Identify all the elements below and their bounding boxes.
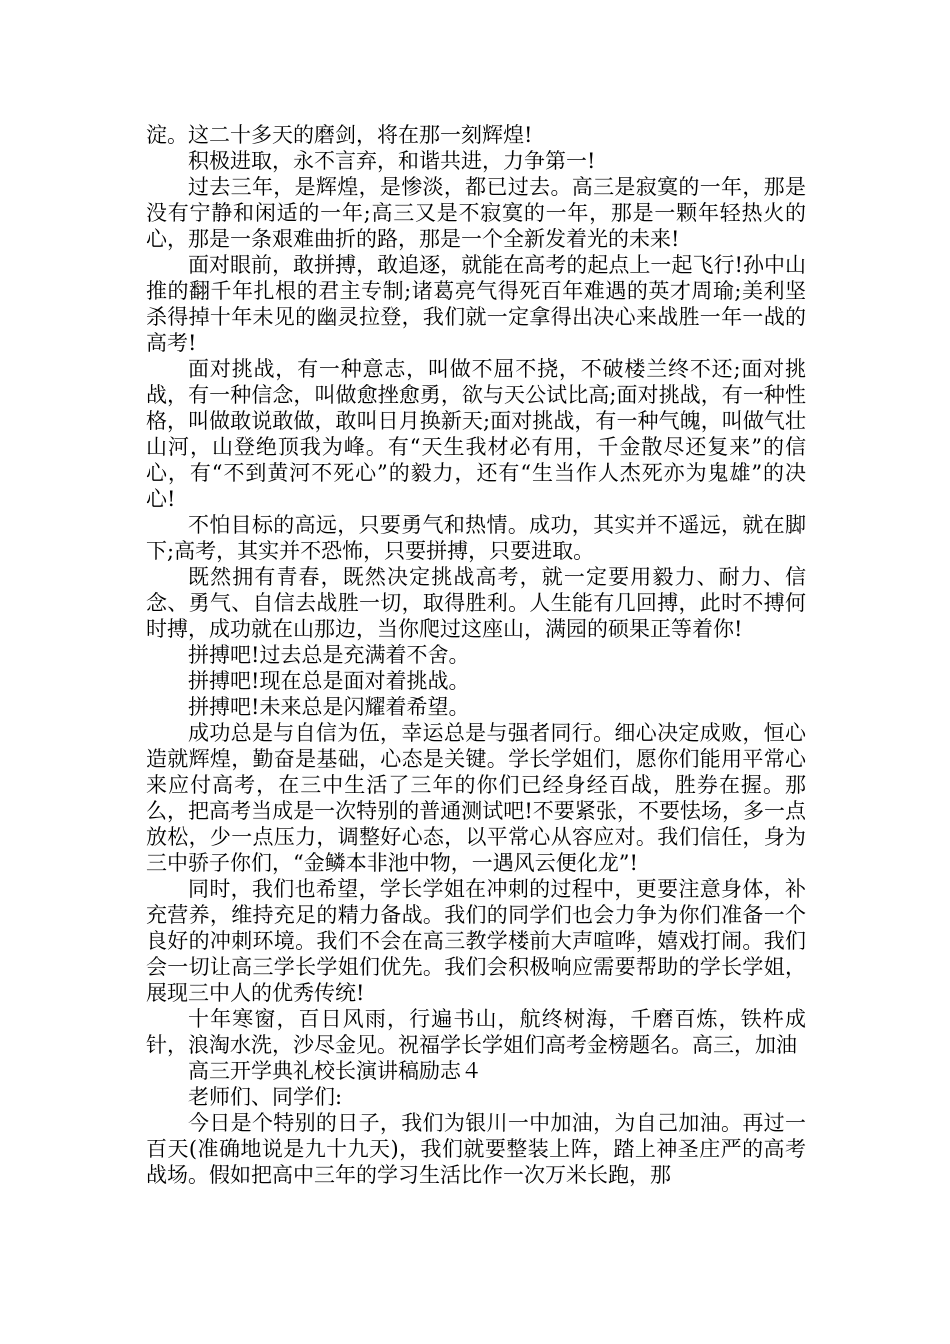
paragraph: 今日是个特别的日子，我们为银川一中加油，为自己加油。再过一百天(准确地说是九十九天)，我们就要整装上阵，踏上神圣庄严的高考战场。假如把高中三年的学习生活比作一次万米长跑，那	[146, 1111, 806, 1187]
paragraph: 面对挑战，有一种意志，叫做不屈不挠，不破楼兰终不还;面对挑战，有一种信念，叫做愈挫愈勇，欲与天公试比高;面对挑战，有一种性格，叫做敢说敢做，敢叫日月换新天;面对挑战，有一种气魄，叫做气壮山河，山登绝顶我为峰。有“天生我材必有用，千金散尽还复来”的信心，有“不到黄河不死心”的毅力，还有“生当作人杰死亦为鬼雄”的决心!	[146, 357, 806, 511]
paragraph: 成功总是与自信为伍，幸运总是与强者同行。细心决定成败，恒心造就辉煌，勤奋是基础，心态是关键。学长学姐们，愿你们能用平常心来应付高考，在三中生活了三年的你们已经身经百战，胜券在握。那么，把高考当成是一次特别的普通测试吧!不要紧张，不要怯场，多一点放松，少一点压力，调整好心态，以平常心从容应对。我们信任，身为三中骄子你们，“金鳞本非池中物，一遇风云便化龙”!	[146, 721, 806, 875]
paragraph-continuation: 淀。这二十多天的磨剑，将在那一刻辉煌!	[146, 123, 533, 147]
salutation: 老师们、同学们:	[188, 1085, 343, 1109]
paragraph: 同时，我们也希望，学长学姐在冲刺的过程中，更要注意身体，补充营养，维持充足的精力备战。我们的同学们也会力争为你们准备一个良好的冲刺环境。我们不会在高三教学楼前大声喧哗，嬉戏打闹。我们会一切让高三学长学姐们优先。我们会积极响应需要帮助的学长学姐，展现三中人的优秀传统!	[146, 877, 806, 1005]
paragraph: 过去三年，是辉煌，是惨淡，都已过去。高三是寂寞的一年，那是没有宁静和闲适的一年;高三又是不寂寞的一年，那是一颗年轻热火的心，那是一条艰难曲折的路，那是一个全新发着光的未来!	[146, 175, 806, 251]
paragraph: 既然拥有青春，既然决定挑战高考，就一定要用毅力、耐力、信念、勇气、自信去战胜一切，取得胜利。人生能有几回搏，此时不搏何时搏，成功就在山那边，当你爬过这座山，满园的硕果正等着你!	[146, 565, 806, 641]
paragraph: 面对眼前，敢拼搏，敢追逐，就能在高考的起点上一起飞行!孙中山推的翻千年扎根的君主专制;诸葛亮气得死百年难遇的英才周瑜;美利坚杀得掉十年未见的幽灵拉登，我们就一定拿得出决心来战胜一年一战的高考!	[146, 253, 806, 355]
document-body	[146, 122, 806, 1188]
paragraph: 拼搏吧!过去总是充满着不舍。	[188, 643, 470, 667]
paragraph: 不怕目标的高远，只要勇气和热情。成功，其实并不遥远，就在脚下;高考，其实并不恐怖，只要拼搏，只要进取。	[146, 513, 806, 563]
section-title: 高三开学典礼校长演讲稿励志４	[188, 1059, 482, 1083]
paragraph: 拼搏吧!未来总是闪耀着希望。	[188, 695, 470, 719]
paragraph: 积极进取，永不言弃，和谐共进，力争第一!	[188, 149, 596, 173]
paragraph: 拼搏吧!现在总是面对着挑战。	[188, 669, 470, 693]
paragraph: 十年寒窗，百日风雨，行遍书山，航终树海，千磨百炼，铁杵成针，浪淘水洗，沙尽金见。祝福学长学姐们高考金榜题名。高三，加油	[146, 1007, 806, 1057]
